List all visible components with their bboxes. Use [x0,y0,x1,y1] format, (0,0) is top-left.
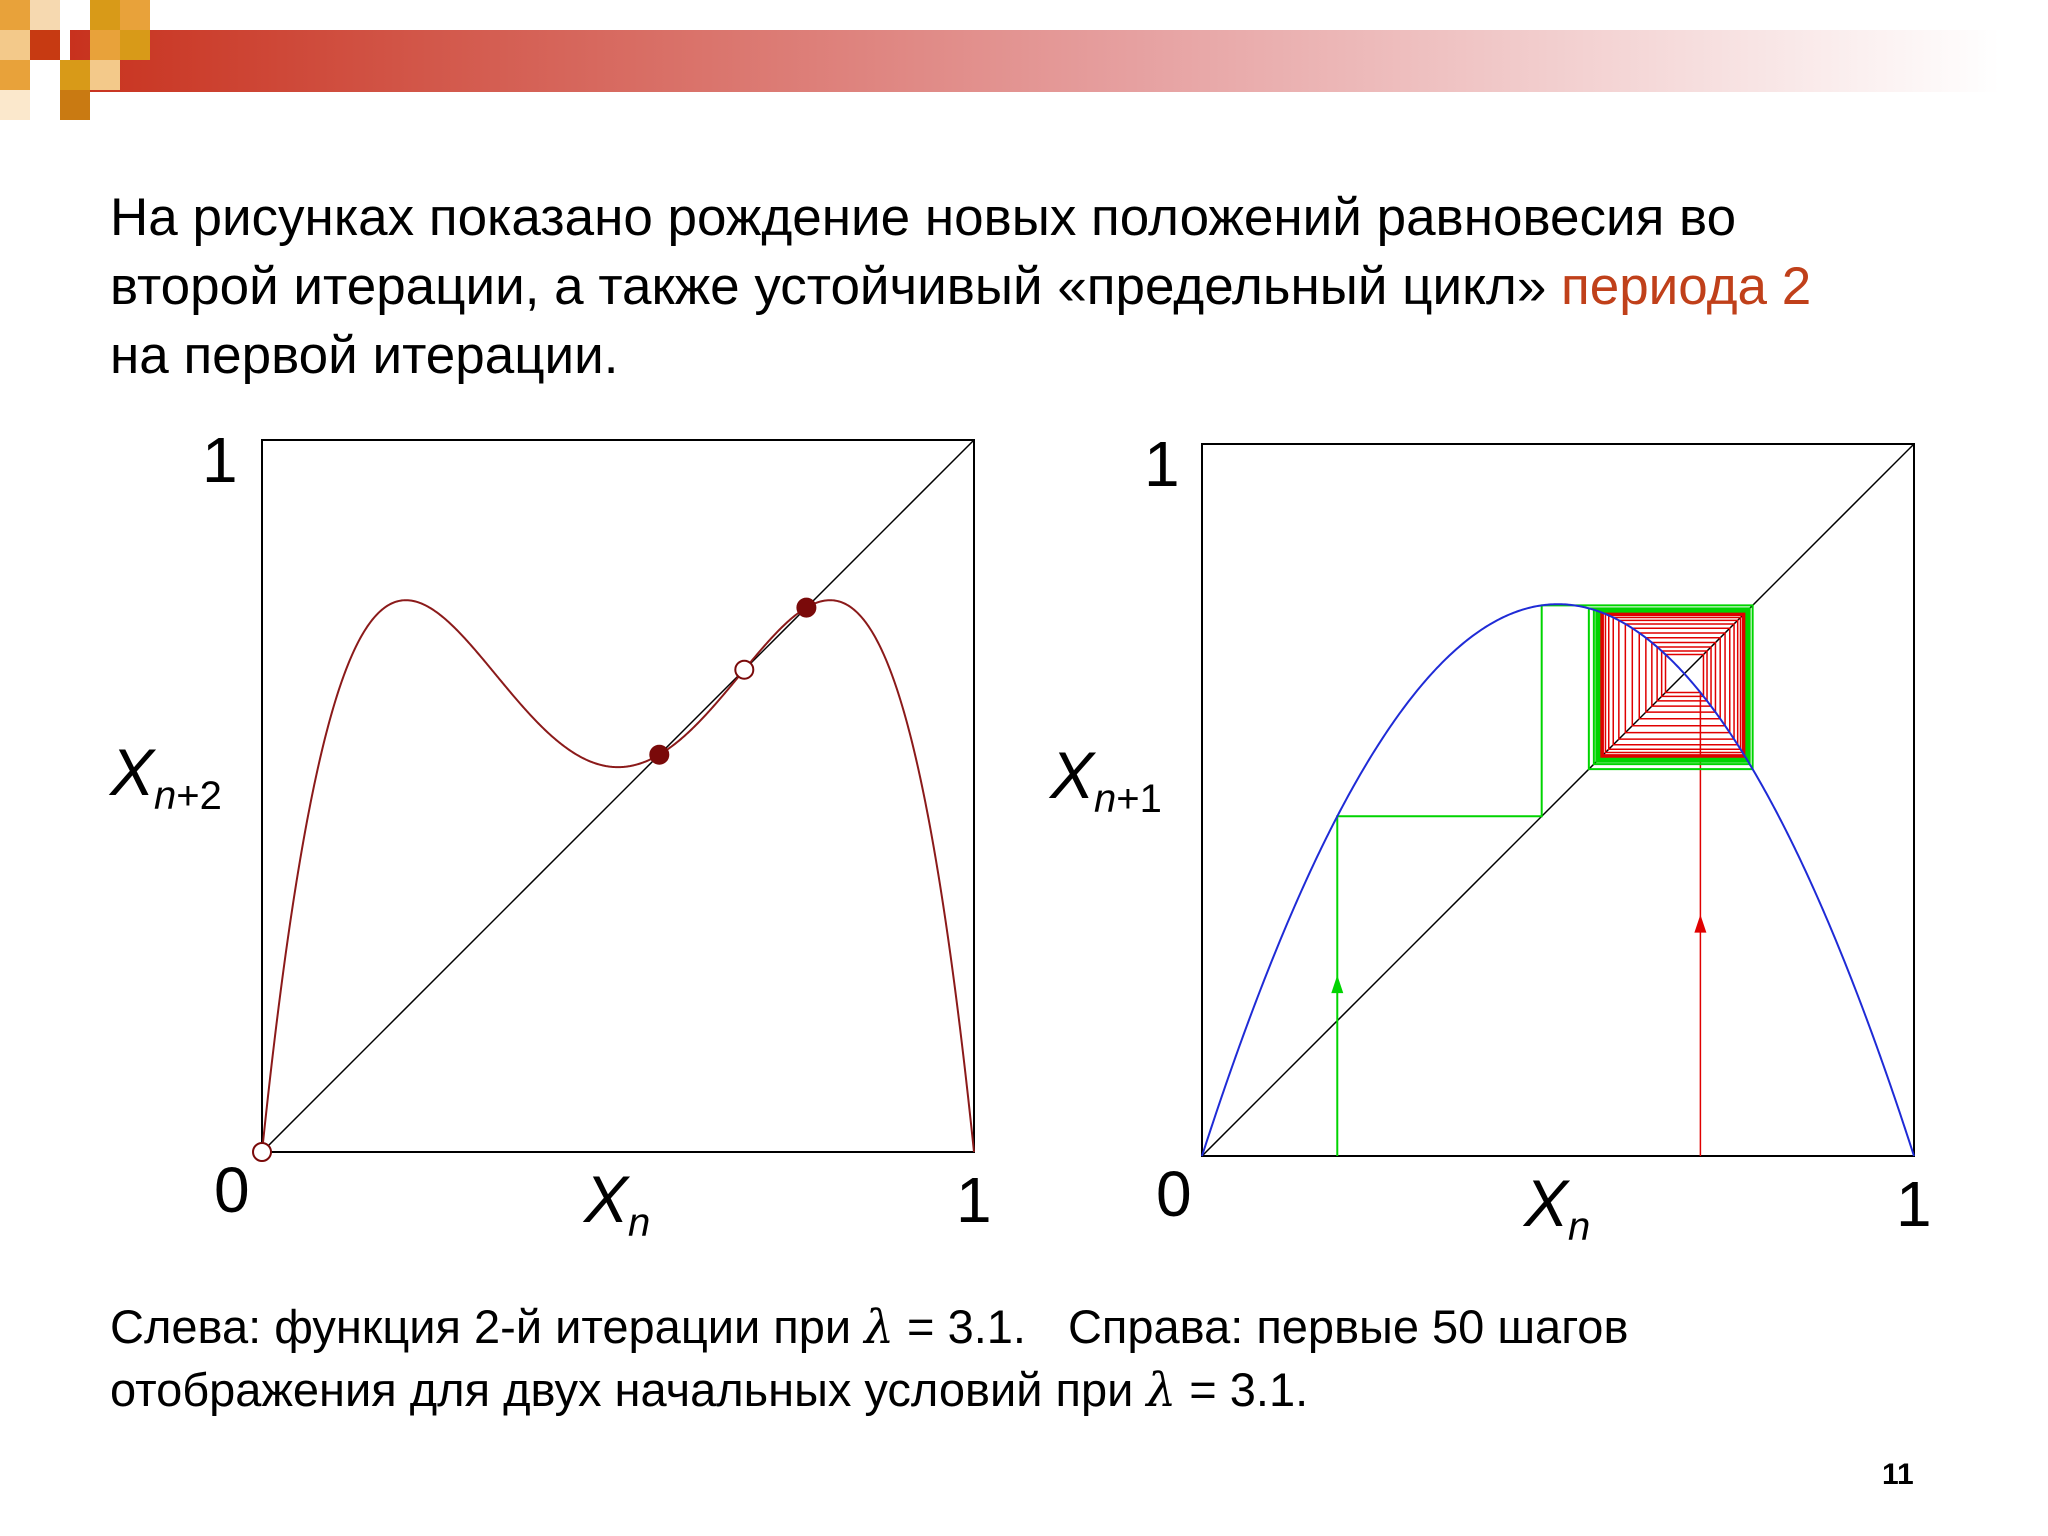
logistic-parabola [1202,604,1914,1156]
intro-line-1: На рисунках показано рождение новых положений равновесия во [110,188,1737,247]
page-number: 11 [1882,1458,1914,1491]
x-tick-max: 1 [956,1164,992,1236]
y-tick-max: 1 [202,424,238,496]
caption-text: = 3.1. [894,1300,1026,1353]
trajectory-green [1337,605,1752,1156]
caption-text: Справа: первые 50 шагов [1067,1300,1629,1353]
intro-highlight: периода 2 [1561,257,1812,316]
x-tick-max: 1 [1896,1168,1932,1240]
intro-line-2: второй итерации, а также устойчивый «предельный цикл» [110,257,1562,316]
caption-text: Слева: функция 2-й итерации при [110,1300,865,1353]
trajectory-red [1599,612,1746,1156]
caption-text: = 3.1. [1176,1363,1309,1416]
intro-line-3: на первой итерации. [110,326,619,385]
figure-caption [110,1296,1990,1422]
caption-text: отображения для двух начальных условий при [110,1363,1147,1416]
arrow-up-icon [1694,915,1706,933]
x-axis-label: Xn [584,1162,651,1245]
x-tick-min: 0 [214,1154,250,1226]
y-tick-max: 1 [1144,428,1180,500]
y-axis-label: Xn+2 [110,735,222,818]
y-axis-label: Xn+1 [1050,738,1162,821]
lambda-symbol: λ [864,1300,894,1355]
arrow-up-icon [1331,975,1343,993]
identity-diagonal [1202,444,1914,1156]
x-tick-min: 0 [1156,1158,1192,1230]
lambda-symbol: λ [1146,1363,1177,1418]
x-axis-label: Xn [1524,1166,1591,1249]
